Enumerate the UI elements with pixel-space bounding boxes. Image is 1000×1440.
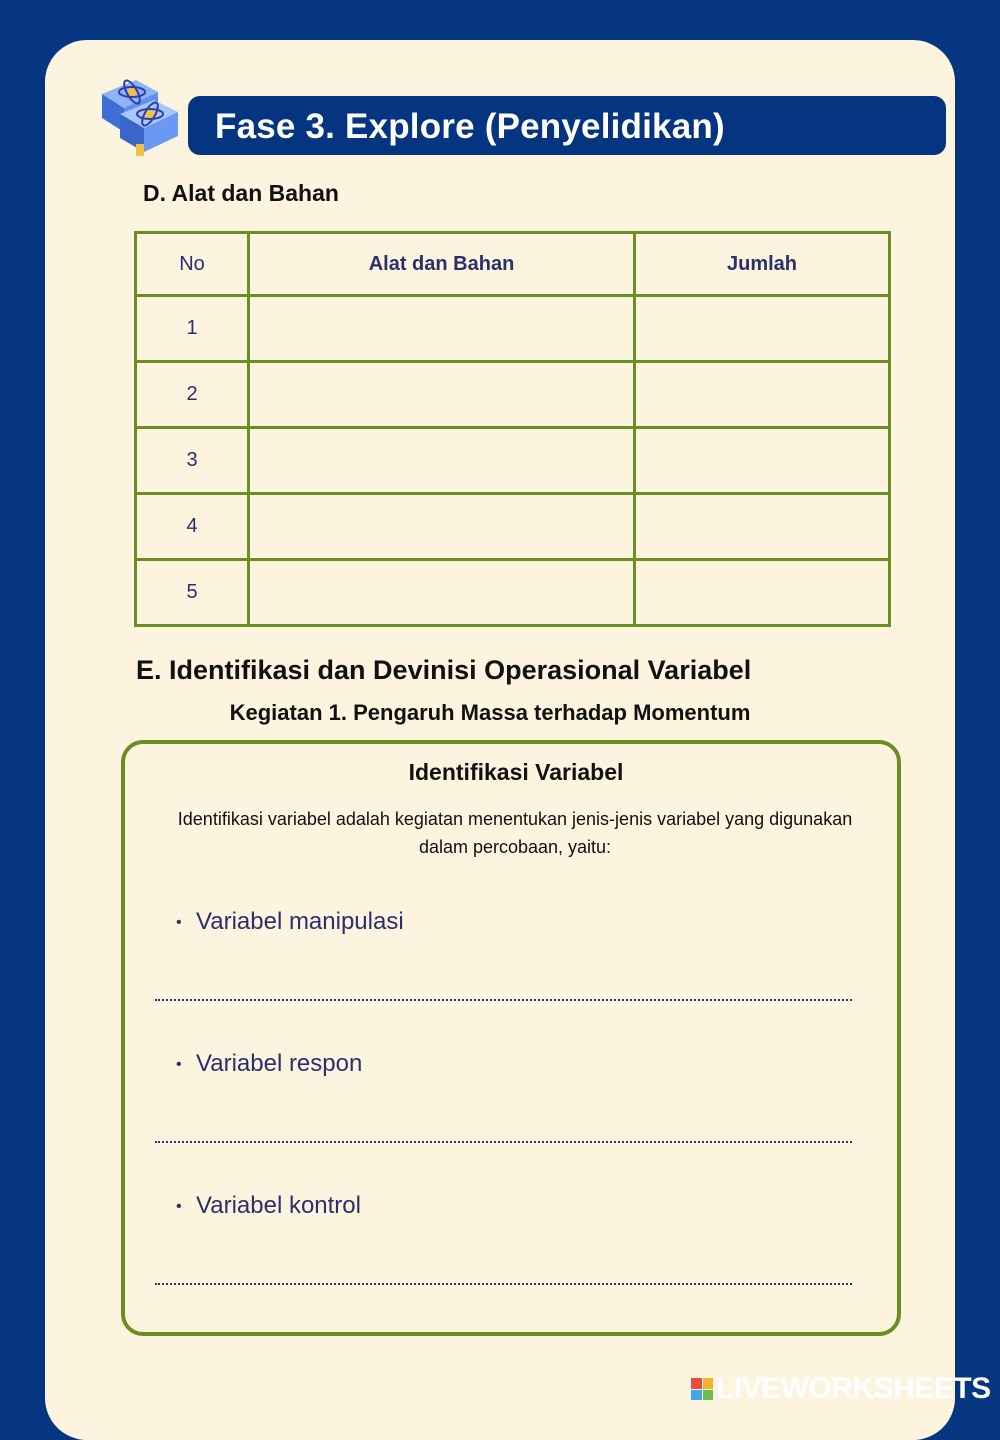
jumlah-cell[interactable] bbox=[635, 362, 890, 428]
jumlah-cell[interactable] bbox=[635, 560, 890, 626]
watermark-text: LIVEWORKSHEETS bbox=[716, 1372, 991, 1405]
column-header-jumlah: Jumlah bbox=[635, 233, 890, 296]
jumlah-cell[interactable] bbox=[635, 494, 890, 560]
atom-book-icon bbox=[96, 72, 196, 162]
row-number: 4 bbox=[136, 494, 249, 560]
box-description: Identifikasi variabel adalah kegiatan menentukan jenis-jenis variabel yang digunakan dalam percobaan, yaitu: bbox=[177, 809, 853, 857]
table-header-row bbox=[136, 233, 890, 296]
bullet-icon: • bbox=[176, 1055, 182, 1073]
row-number: 5 bbox=[136, 560, 249, 626]
row-number: 3 bbox=[136, 428, 249, 494]
answer-line-respon[interactable] bbox=[155, 1141, 852, 1143]
column-header-no: No bbox=[136, 233, 249, 296]
list-item-label: Variabel respon bbox=[196, 1050, 363, 1077]
alat-cell[interactable] bbox=[249, 296, 635, 362]
column-header-alat: Alat dan Bahan bbox=[249, 233, 635, 296]
alat-cell[interactable] bbox=[249, 560, 635, 626]
table-row bbox=[136, 428, 890, 494]
answer-line-manipulasi[interactable] bbox=[155, 999, 852, 1001]
box-title: Identifikasi Variabel bbox=[408, 759, 624, 785]
table-row bbox=[136, 494, 890, 560]
list-item-manipulasi bbox=[176, 908, 404, 936]
answer-line-kontrol[interactable] bbox=[155, 1283, 852, 1285]
jumlah-cell[interactable] bbox=[635, 428, 890, 494]
alat-cell[interactable] bbox=[249, 494, 635, 560]
row-number: 2 bbox=[136, 362, 249, 428]
watermark bbox=[691, 1372, 991, 1406]
section-e-title: E. Identifikasi dan Devinisi Operasional Variabel bbox=[136, 655, 752, 685]
list-item-label: Variabel kontrol bbox=[196, 1192, 361, 1219]
liveworksheets-logo-icon bbox=[691, 1378, 713, 1400]
row-number: 1 bbox=[136, 296, 249, 362]
bullet-icon: • bbox=[176, 913, 182, 931]
table-row bbox=[136, 296, 890, 362]
page-title: Fase 3. Explore (Penyelidikan) bbox=[215, 107, 725, 146]
list-item-label: Variabel manipulasi bbox=[196, 908, 404, 935]
alat-cell[interactable] bbox=[249, 362, 635, 428]
table-row bbox=[136, 362, 890, 428]
materials-table bbox=[134, 231, 891, 627]
bullet-icon: • bbox=[176, 1197, 182, 1215]
activity-subtitle: Kegiatan 1. Pengaruh Massa terhadap Momentum bbox=[229, 700, 751, 725]
list-item-kontrol bbox=[176, 1192, 361, 1220]
section-d-title: D. Alat dan Bahan bbox=[143, 180, 339, 206]
alat-cell[interactable] bbox=[249, 428, 635, 494]
list-item-respon bbox=[176, 1050, 362, 1078]
jumlah-cell[interactable] bbox=[635, 296, 890, 362]
table-row bbox=[136, 560, 890, 626]
